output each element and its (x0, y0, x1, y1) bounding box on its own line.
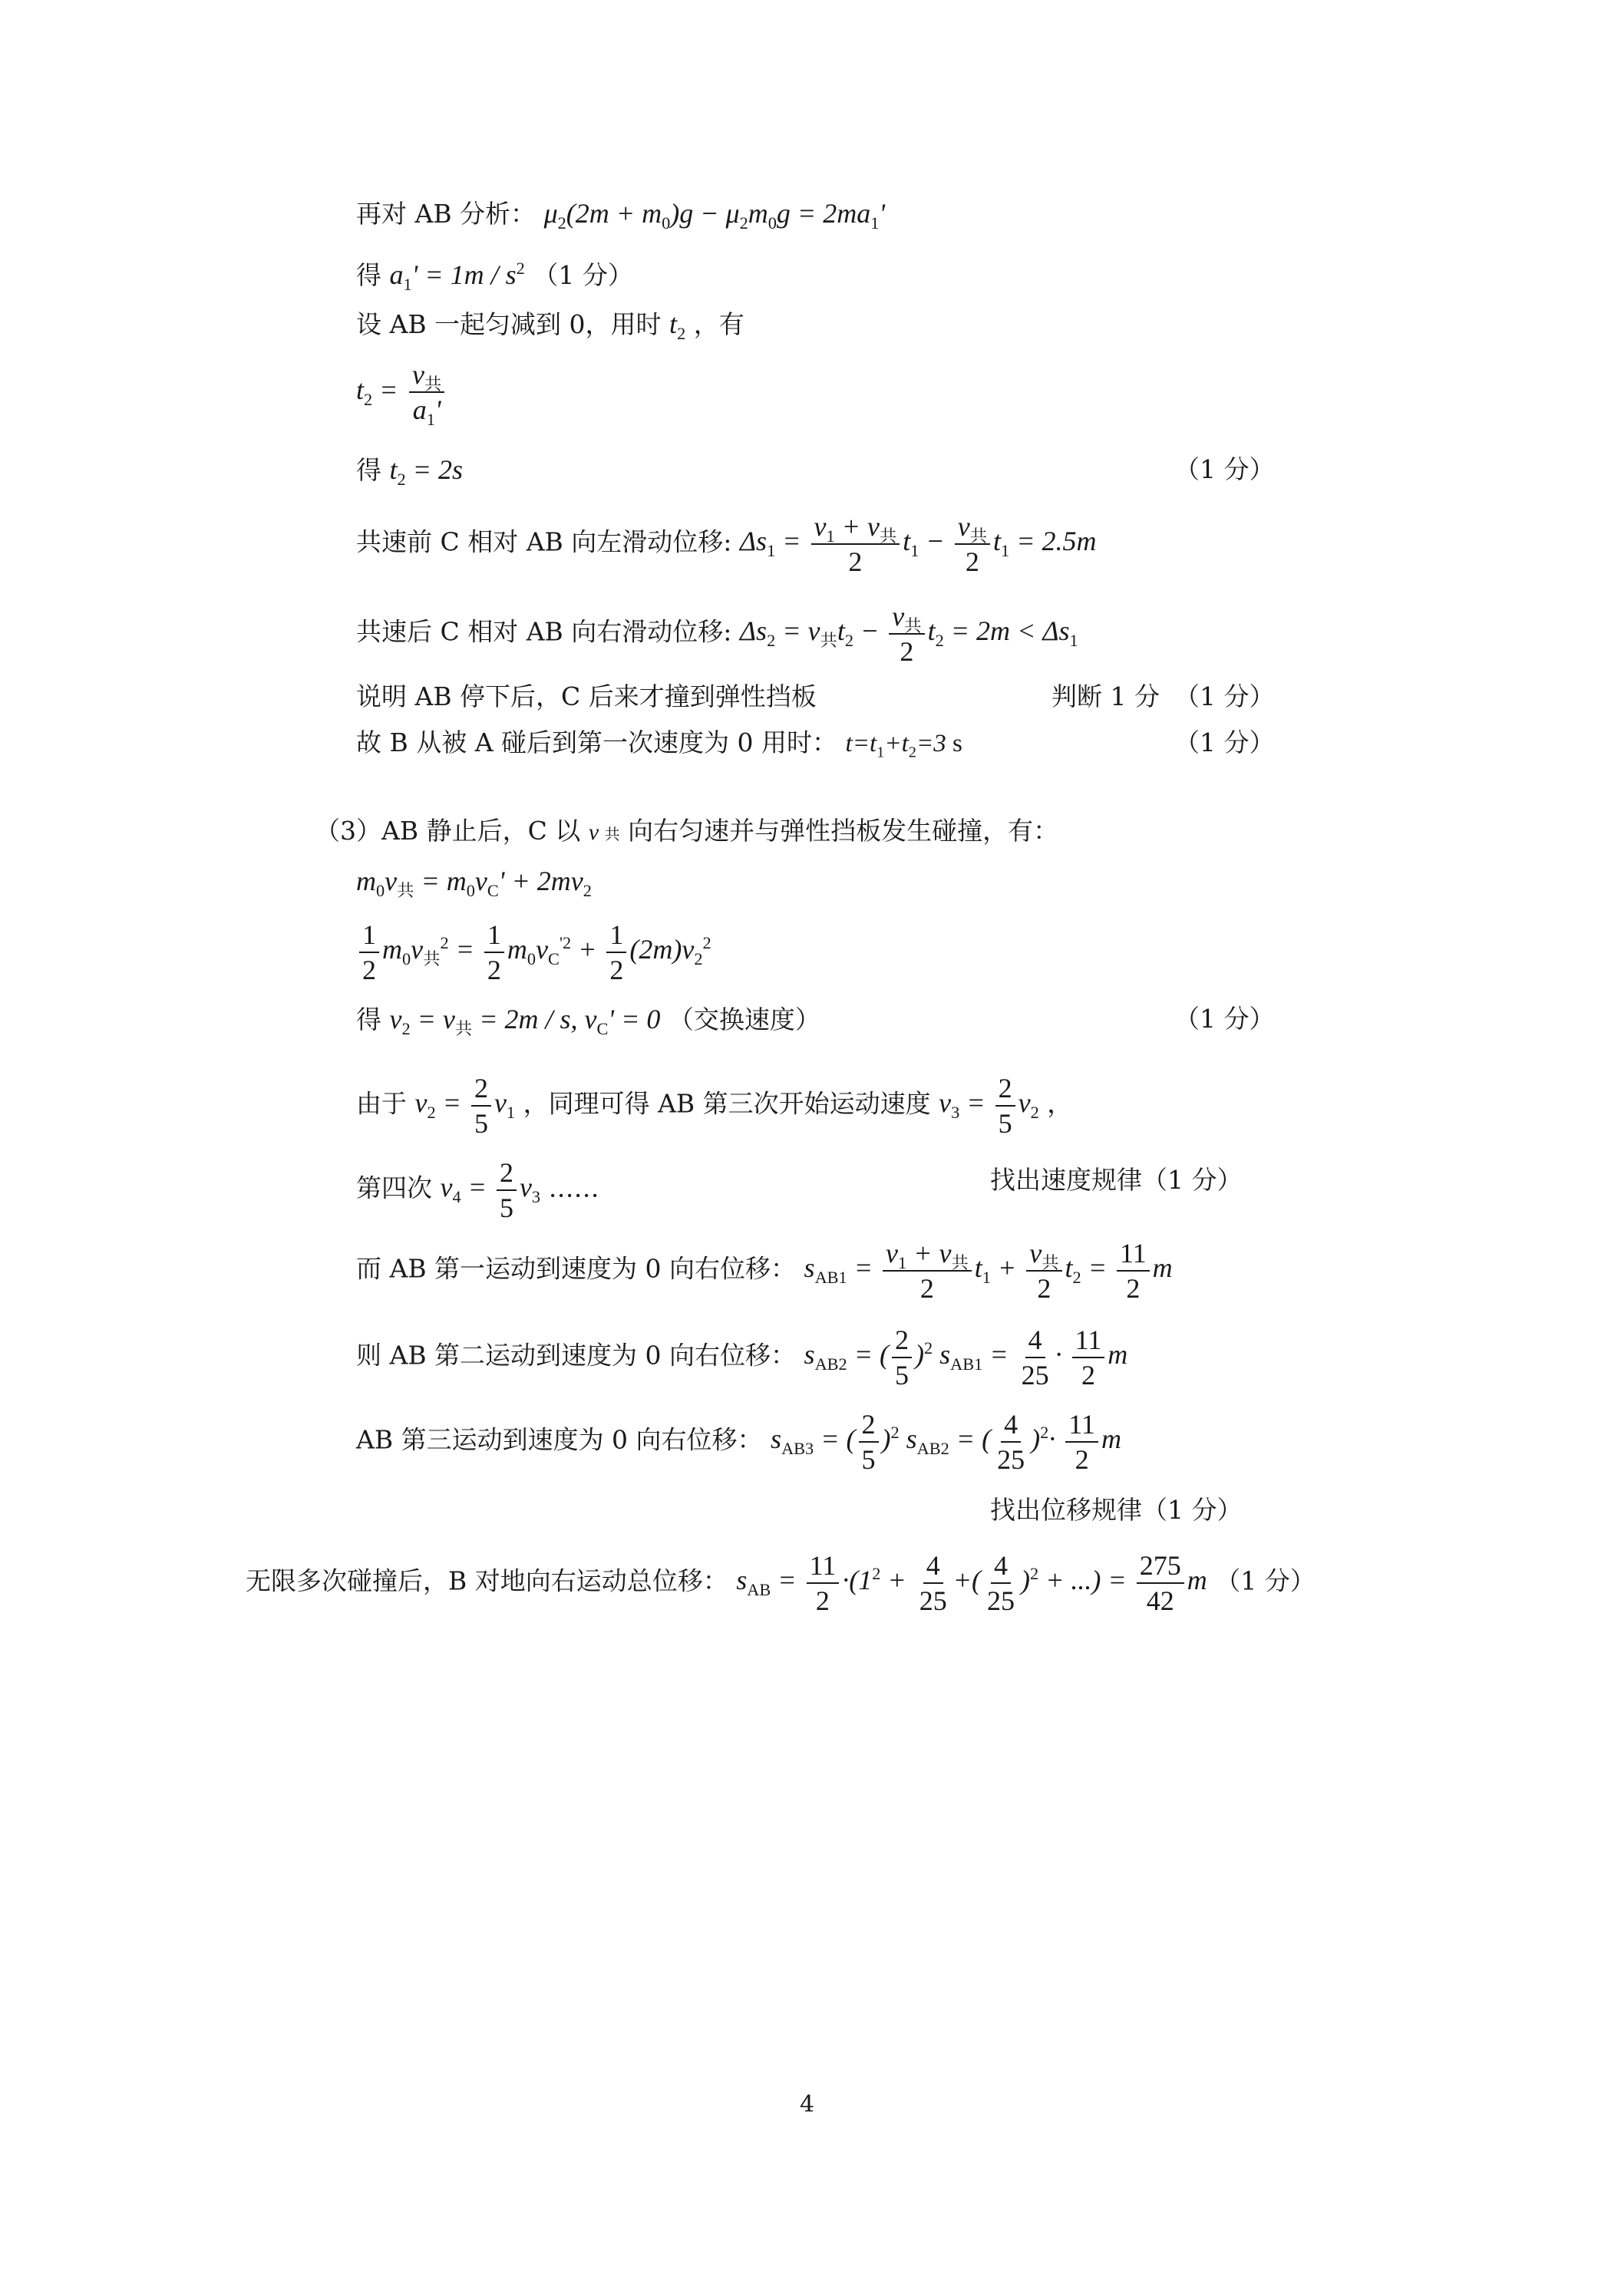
fraction: $\frac{11}{2}$ (1072, 1326, 1105, 1389)
fraction: $\frac{v_共}{2}$ (1026, 1239, 1061, 1302)
fraction: $\frac{2}{5}$ (859, 1410, 879, 1473)
line-total-time (356, 727, 962, 759)
exchange-note: （交换速度） (668, 1004, 820, 1034)
velocity-rule-label: 找出速度规律 (990, 1165, 1142, 1195)
delta-s1-label: 共速前 C 相对 AB 向左滑动位移: (356, 526, 732, 557)
decel-setup-tail: ，有 (693, 309, 744, 339)
score-label: （1 分） (1215, 1565, 1316, 1596)
fraction: $\frac{v_1 + v_共}{2}$ (811, 513, 900, 576)
fraction: $\frac{11}{2}$ (1117, 1239, 1150, 1302)
result-prefix: 得 (356, 1004, 381, 1034)
ellipsis: …… (548, 1173, 599, 1203)
velocity-ratio-prefix: 由于 (356, 1088, 407, 1119)
score-label: （1 分） (533, 260, 633, 290)
v3-equation: $v_3$ = $\frac{2}{5}$ $v_2$ (939, 1073, 1039, 1139)
line-energy (356, 921, 711, 984)
s-ab2-label: 则 AB 第二运动到速度为 0 向右位移： (356, 1340, 797, 1371)
ab-analysis-label: 再对 AB 分析： (356, 199, 536, 229)
line-decel-setup (356, 308, 744, 344)
delta-s2-equation: $\Delta s_2 = v_共t_2$ − $\frac{v_共}{2}$ $t_2 = 2m < \Delta s_1$ (739, 601, 1078, 667)
v-common-symbol: v 共 (588, 820, 620, 845)
page-number: 4 (800, 2091, 815, 2118)
total-time-label: 故 B 从被 A 碰后到第一次速度为 0 用时： (356, 727, 838, 757)
part3-intro-text: （3）AB 静止后，C 以 (315, 816, 581, 846)
line-s-ab1 (356, 1239, 1173, 1302)
t2-lhs: $t_2$ = (356, 374, 398, 410)
fraction: $\frac{1}{2}$ (359, 921, 379, 984)
t2-result-equation: $t_2 = 2s$ (389, 454, 463, 490)
velocity-ratio-middle: ，同理可得 AB 第三次开始运动速度 (523, 1088, 931, 1119)
score-label: （1 分） (1174, 727, 1275, 757)
line-velocity-ratio (356, 1074, 1072, 1137)
part3-intro-tail: 向右匀速并与弹性挡板发生碰撞，有： (628, 816, 1059, 846)
line-a1-result (356, 259, 633, 295)
fraction: $\frac{2}{5}$ (892, 1326, 912, 1389)
s-ab3-equation: $s_{AB3}$ = ( $\frac{2}{5}$ )$^2$ $s_{AB2}$ = ( $\frac{4}{25}$ )$^2$· $\frac{11}{2}$ m (771, 1409, 1121, 1475)
fraction: $\frac{275}{42}$ (1137, 1552, 1184, 1615)
fraction: $\frac{2}{5}$ (995, 1074, 1015, 1137)
v2-equation: $v_2$ = $\frac{2}{5}$ $v_1$ (414, 1073, 516, 1139)
fraction: $\frac{4}{25}$ (1021, 1324, 1049, 1390)
line-part3-intro (315, 816, 1058, 850)
total-time-equation: $t=t_1+t_2=3$ s (845, 730, 962, 761)
v4-equation: $v_4$ = $\frac{2}{5}$ $v_3$ (440, 1157, 541, 1223)
line-ab-analysis (356, 198, 886, 233)
line-s-ab2 (356, 1326, 1127, 1389)
result-prefix: 得 (356, 260, 381, 290)
fraction: $\frac{1}{2}$ (484, 921, 504, 984)
ab-analysis-equation: $\mu_2(2m + m_0)g - \mu_2m_0g = 2ma_1'$ (543, 198, 886, 233)
displacement-rule-label: 找出位移规律 (990, 1495, 1142, 1525)
line-delta-s1 (356, 513, 1096, 576)
delta-s2-label: 共速后 C 相对 AB 向右滑动位移: (356, 616, 732, 647)
t2-fraction: $\frac{v_共}{a_1'}$ (409, 361, 444, 424)
score-label: （1 分） (1174, 1004, 1275, 1034)
t2-symbol: $t_2$ (669, 308, 686, 344)
judge-note: 判断 1 分 (1052, 681, 1160, 711)
fraction: $\frac{11}{2}$ (1065, 1410, 1098, 1473)
line-conclusion (356, 681, 817, 712)
exchange-equation: $v_2 = v_共 = 2m / s$, $v_C' = 0$ (389, 1004, 661, 1039)
fraction: $\frac{v_共}{2}$ (955, 513, 990, 576)
line-s-ab3 (356, 1410, 1121, 1473)
score-label: （1 分） (1142, 1495, 1243, 1525)
momentum-equation: $m_0v_共 = m_0v_C' + 2mv_2$ (356, 866, 592, 901)
fraction: $\frac{4}{25}$ (997, 1409, 1025, 1475)
s-ab1-equation: $s_{AB1}$ = $\frac{v_1 + v_共}{2}$ $t_1$ + $\frac{v_共}{2}$ $t_2$ = $\frac{11}{2}$ m (804, 1238, 1173, 1304)
velocity-rule-note (990, 1165, 1243, 1196)
fraction: $\frac{v_共}{2}$ (889, 602, 924, 665)
fraction: $\frac{11}{2}$ (807, 1552, 840, 1615)
fraction: $\frac{v_1 + v_共}{2}$ (883, 1239, 972, 1302)
fraction: $\frac{4}{25}$ (986, 1550, 1015, 1616)
score-label: （1 分） (1174, 681, 1275, 711)
score-label: （1 分） (1142, 1165, 1243, 1195)
fraction: $\frac{1}{2}$ (606, 921, 626, 984)
displacement-rule-note (990, 1495, 1243, 1526)
score-label: （1 分） (1174, 454, 1275, 484)
energy-equation: $\frac{1}{2}$ $m_0v_共^2$ = $\frac{1}{2}$ $m_0v_C^{'2}$ + $\frac{1}{2}$ $(2m)v_2^2$ (356, 934, 711, 965)
a1-result-equation: $a_1' = 1m / s^2$ (389, 259, 525, 295)
line-t2-formula (356, 359, 447, 430)
line-delta-s2 (356, 602, 1078, 665)
result-prefix: 得 (356, 455, 381, 485)
line-total-displacement (246, 1552, 1316, 1615)
line-exchange (356, 1004, 820, 1039)
conclusion-text: 说明 AB 停下后，C 后来才撞到弹性挡板 (356, 681, 817, 711)
s-ab2-equation: $s_{AB2}$ = ( $\frac{2}{5}$ )$^2$ $s_{AB1}$ = $\frac{4}{25}$ · $\frac{11}{2}$ m (804, 1324, 1128, 1390)
line-t2-result (356, 454, 463, 490)
total-displacement-equation: $s_{AB}$ = $\frac{11}{2}$ $\cdot(1^2$ + $\frac{4}{25}$ +( $\frac{4}{25}$ )$^2$ + ...) = $\frac{275}{42}$ m (736, 1550, 1207, 1616)
fraction: $\frac{2}{5}$ (471, 1074, 491, 1137)
fraction: $\frac{2}{5}$ (497, 1159, 517, 1222)
line-fourth-velocity (356, 1159, 599, 1222)
total-displacement-label: 无限多次碰撞后，B 对地向右运动总位移： (246, 1565, 728, 1596)
fourth-velocity-prefix: 第四次 (356, 1173, 432, 1203)
decel-setup-text: 设 AB 一起匀减到 0，用时 (356, 309, 662, 339)
s-ab1-label: 而 AB 第一运动到速度为 0 向右位移： (356, 1253, 797, 1284)
fraction: $\frac{4}{25}$ (919, 1550, 947, 1616)
delta-s1-equation: $\Delta s_1$ = $\frac{v_1 + v_共}{2}$ $t_1$ − $\frac{v_共}{2}$ $t_1 = 2.5m$ (739, 511, 1097, 577)
velocity-ratio-end: ， (1047, 1088, 1073, 1119)
s-ab3-label: AB 第三运动到速度为 0 向右位移： (356, 1424, 763, 1455)
line-momentum (356, 866, 592, 901)
